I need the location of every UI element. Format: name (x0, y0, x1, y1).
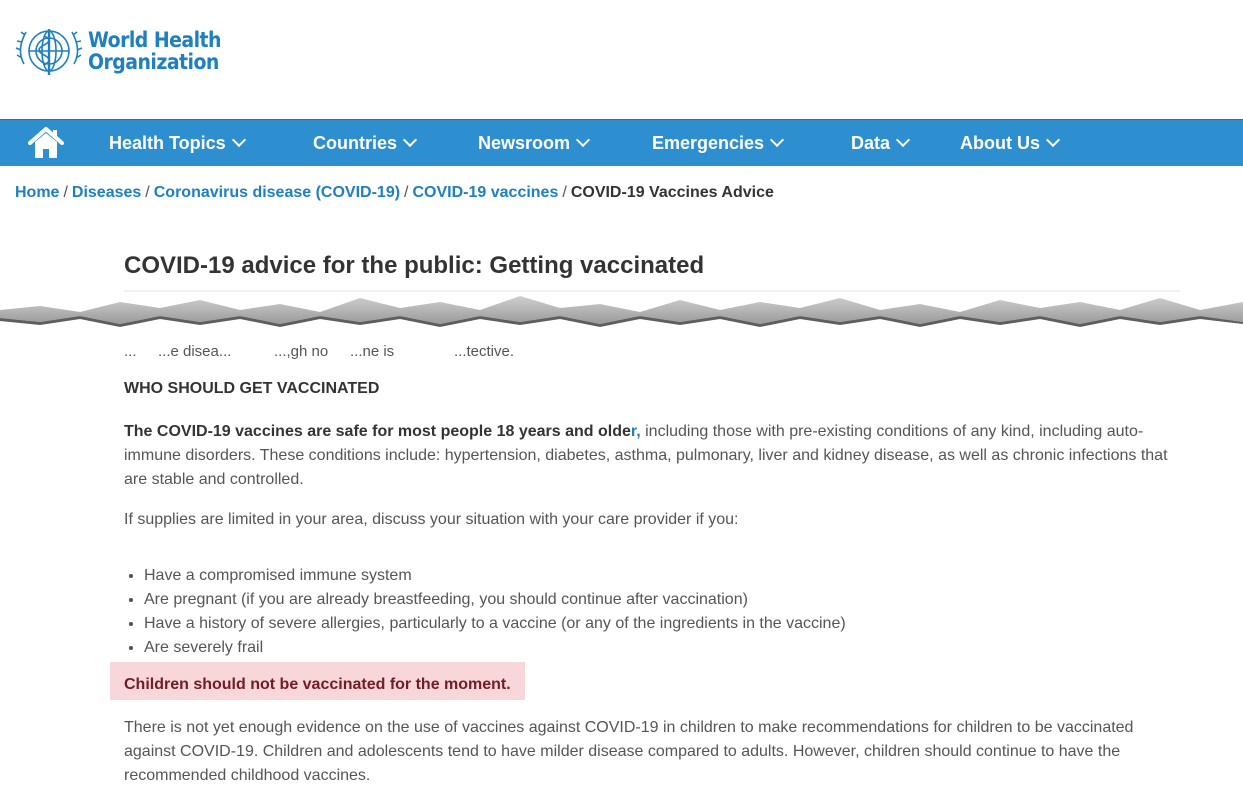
nav-label: Countries (313, 133, 398, 153)
faded-fragment: ...ne is (350, 343, 395, 359)
home-icon[interactable] (26, 126, 66, 160)
chevron-down-icon (576, 133, 590, 147)
un-emblem-icon (14, 20, 84, 82)
nav-countries[interactable] (313, 133, 415, 154)
nav-emergencies[interactable] (652, 133, 782, 154)
main-nav (0, 119, 1243, 166)
children-paragraph: There is not yet enough evidence on the use of vaccines against COVID-19 in children to make recommendations for children to be vaccinated against COVID-19. Children and adolescents tend to have milder disease compared to adults. However, children should continue to have the recommended childhood vaccines. (124, 719, 1134, 784)
breadcrumb-coronavirus[interactable]: Coronavirus disease (COVID-19) (153, 184, 401, 201)
faded-fragment: ...,gh no (274, 343, 329, 359)
children-alert: Children should not be vaccinated for the moment. (110, 662, 525, 700)
nav-newsroom[interactable] (478, 133, 588, 154)
breadcrumb-vaccines[interactable]: COVID-19 vaccines (412, 184, 559, 201)
list-item: • Have a compromised immune system (144, 564, 846, 588)
eligibility-bold: The COVID-19 vaccines are safe for most people 18 years and olde (124, 423, 631, 440)
breadcrumb-separator: / (145, 184, 150, 201)
breadcrumb-current: COVID-19 Vaccines Advice (570, 184, 774, 201)
eligibility-bold-blue: r, (630, 423, 641, 440)
faded-fragment: ... (124, 343, 137, 359)
breadcrumb-home[interactable]: Home (15, 184, 60, 201)
logo-line-2: Organization (88, 50, 219, 74)
list-item: • Have a history of severe allergies, particularly to a vaccine (or any of the ingredients in the vaccine) (144, 612, 846, 636)
supplies-paragraph: If supplies are limited in your area, discuss your situation with your care provider if you: (124, 511, 739, 528)
nav-data[interactable] (851, 133, 908, 154)
chevron-down-icon (232, 133, 246, 147)
nav-health-topics[interactable] (109, 133, 244, 154)
logo-wordmark (88, 29, 221, 73)
list-item: • Are severely frail (144, 636, 846, 660)
list-item: • Are pregnant (if you are already breastfeeding, you should continue after vaccination) (144, 588, 846, 612)
breadcrumb (15, 184, 774, 202)
section-heading: WHO SHOULD GET VACCINATED (124, 380, 380, 397)
breadcrumb-separator: / (404, 184, 409, 201)
nav-label: Emergencies (652, 133, 765, 153)
conditions-list (124, 564, 846, 660)
page-title: COVID-19 advice for the public: Getting vaccinated (124, 252, 705, 279)
faded-fragment: ...e disea... (158, 343, 232, 359)
chevron-down-icon (896, 133, 910, 147)
who-logo[interactable] (14, 20, 236, 82)
chevron-down-icon (770, 133, 784, 147)
eligibility-rest: including those with pre-existing conditions of any kind, including auto-immune disorders. These conditions include: hypertension, diabetes, asthma, pulmonary, liver and kidney disease, as well as chronic infections that are stable and controlled. (124, 423, 1168, 488)
nav-label: Data (851, 133, 891, 153)
chevron-down-icon (1046, 133, 1060, 147)
chevron-down-icon (403, 133, 417, 147)
nav-label: Newsroom (478, 133, 571, 153)
eligibility-paragraph (124, 420, 1184, 492)
nav-label: About Us (960, 133, 1040, 153)
nav-about-us[interactable] (960, 133, 1058, 154)
nav-label: Health Topics (109, 133, 226, 153)
logo-line-1: World Health (88, 28, 221, 52)
breadcrumb-separator: / (562, 184, 567, 201)
breadcrumb-diseases[interactable]: Diseases (71, 184, 142, 201)
breadcrumb-separator: / (63, 184, 68, 201)
faded-fragment: ...tective. (454, 343, 515, 359)
faded-partial-line (124, 337, 644, 359)
